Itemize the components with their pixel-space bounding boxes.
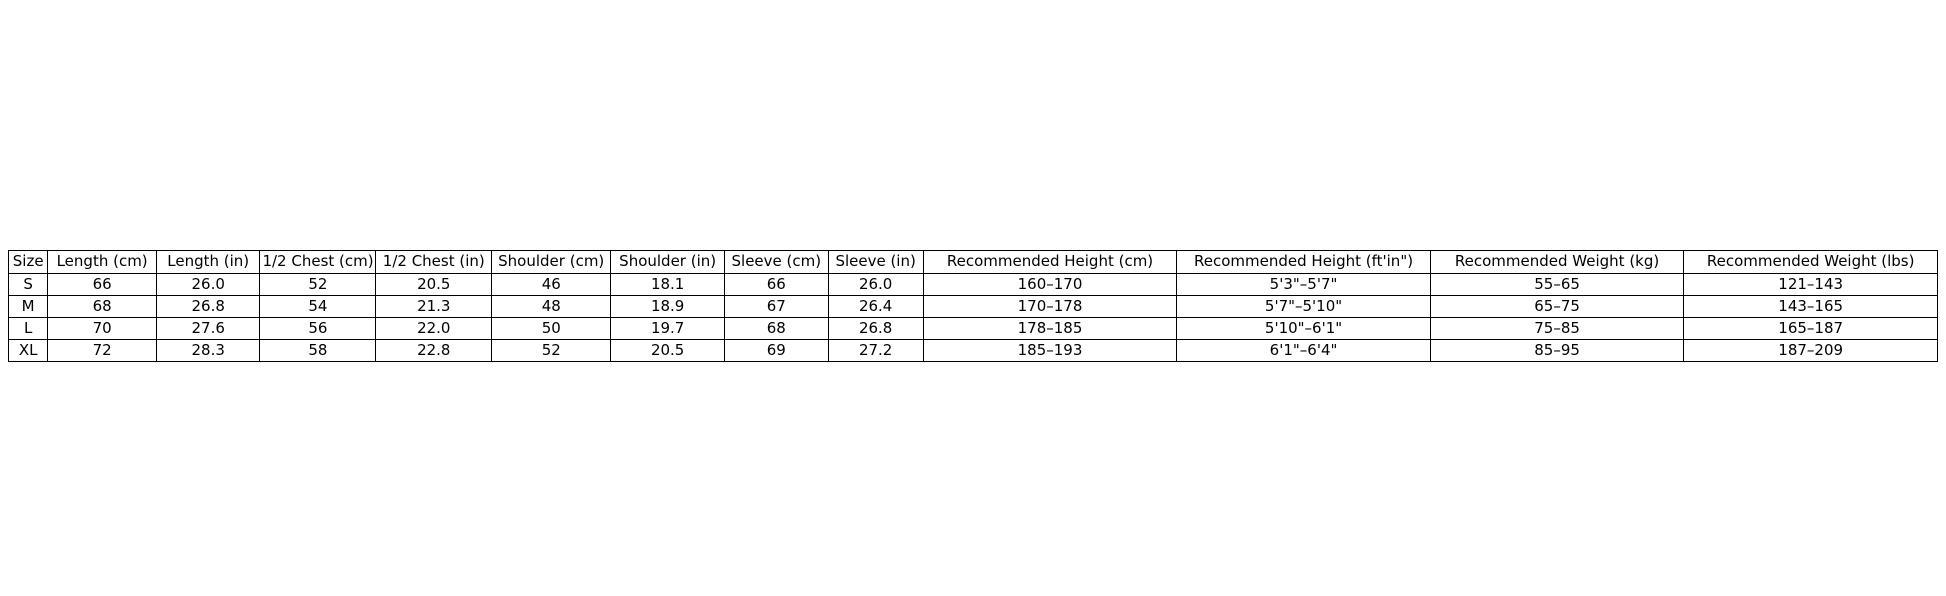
cell-recommended-weight-lbs: 121–143 — [1684, 274, 1938, 296]
column-header-half-chest-cm: 1/2 Chest (cm) — [260, 251, 376, 274]
cell-half-chest-in: 22.8 — [376, 340, 492, 362]
column-header-shoulder-cm: Shoulder (cm) — [492, 251, 611, 274]
column-header-recommended-weight-kg: Recommended Weight (kg) — [1430, 251, 1684, 274]
column-header-sleeve-in: Sleeve (in) — [828, 251, 923, 274]
column-header-size: Size — [9, 251, 48, 274]
cell-recommended-height-ftin: 5'3"–5'7" — [1177, 274, 1431, 296]
cell-recommended-height-cm: 170–178 — [923, 296, 1177, 318]
cell-recommended-height-cm: 185–193 — [923, 340, 1177, 362]
cell-half-chest-cm: 52 — [260, 274, 376, 296]
cell-length-cm: 68 — [48, 296, 157, 318]
cell-recommended-weight-kg: 55–65 — [1430, 274, 1684, 296]
cell-recommended-weight-lbs: 165–187 — [1684, 318, 1938, 340]
cell-recommended-weight-kg: 85–95 — [1430, 340, 1684, 362]
cell-size: S — [9, 274, 48, 296]
cell-sleeve-cm: 68 — [725, 318, 828, 340]
cell-sleeve-cm: 66 — [725, 274, 828, 296]
cell-sleeve-in: 26.0 — [828, 274, 923, 296]
table-body — [9, 274, 1938, 362]
header-row — [9, 251, 1938, 274]
cell-length-cm: 70 — [48, 318, 157, 340]
table-row — [9, 318, 1938, 340]
cell-sleeve-in: 26.8 — [828, 318, 923, 340]
column-header-sleeve-cm: Sleeve (cm) — [725, 251, 828, 274]
column-header-recommended-height-cm: Recommended Height (cm) — [923, 251, 1177, 274]
table-row — [9, 274, 1938, 296]
cell-sleeve-in: 26.4 — [828, 296, 923, 318]
cell-half-chest-in: 20.5 — [376, 274, 492, 296]
size-chart-table — [8, 250, 1938, 362]
cell-shoulder-in: 18.9 — [611, 296, 725, 318]
column-header-length-cm: Length (cm) — [48, 251, 157, 274]
cell-shoulder-cm: 50 — [492, 318, 611, 340]
cell-sleeve-in: 27.2 — [828, 340, 923, 362]
cell-size: M — [9, 296, 48, 318]
cell-half-chest-in: 22.0 — [376, 318, 492, 340]
cell-length-in: 26.0 — [156, 274, 259, 296]
cell-shoulder-in: 18.1 — [611, 274, 725, 296]
cell-length-cm: 72 — [48, 340, 157, 362]
cell-half-chest-cm: 54 — [260, 296, 376, 318]
cell-shoulder-cm: 48 — [492, 296, 611, 318]
column-header-half-chest-in: 1/2 Chest (in) — [376, 251, 492, 274]
cell-shoulder-cm: 52 — [492, 340, 611, 362]
cell-recommended-weight-lbs: 143–165 — [1684, 296, 1938, 318]
size-chart-container — [8, 250, 1938, 362]
cell-recommended-height-ftin: 5'7"–5'10" — [1177, 296, 1431, 318]
cell-recommended-height-ftin: 6'1"–6'4" — [1177, 340, 1431, 362]
cell-length-in: 26.8 — [156, 296, 259, 318]
column-header-length-in: Length (in) — [156, 251, 259, 274]
cell-sleeve-cm: 69 — [725, 340, 828, 362]
cell-size: L — [9, 318, 48, 340]
cell-recommended-weight-kg: 65–75 — [1430, 296, 1684, 318]
cell-length-in: 28.3 — [156, 340, 259, 362]
table-row — [9, 296, 1938, 318]
cell-half-chest-cm: 58 — [260, 340, 376, 362]
column-header-shoulder-in: Shoulder (in) — [611, 251, 725, 274]
cell-shoulder-cm: 46 — [492, 274, 611, 296]
cell-size: XL — [9, 340, 48, 362]
cell-recommended-weight-kg: 75–85 — [1430, 318, 1684, 340]
cell-length-in: 27.6 — [156, 318, 259, 340]
cell-shoulder-in: 19.7 — [611, 318, 725, 340]
cell-recommended-height-cm: 160–170 — [923, 274, 1177, 296]
table-header — [9, 251, 1938, 274]
cell-recommended-height-cm: 178–185 — [923, 318, 1177, 340]
cell-half-chest-cm: 56 — [260, 318, 376, 340]
cell-half-chest-in: 21.3 — [376, 296, 492, 318]
cell-recommended-weight-lbs: 187–209 — [1684, 340, 1938, 362]
table-row — [9, 340, 1938, 362]
cell-shoulder-in: 20.5 — [611, 340, 725, 362]
column-header-recommended-height-ftin: Recommended Height (ft'in") — [1177, 251, 1431, 274]
column-header-recommended-weight-lbs: Recommended Weight (lbs) — [1684, 251, 1938, 274]
cell-recommended-height-ftin: 5'10"–6'1" — [1177, 318, 1431, 340]
cell-length-cm: 66 — [48, 274, 157, 296]
cell-sleeve-cm: 67 — [725, 296, 828, 318]
